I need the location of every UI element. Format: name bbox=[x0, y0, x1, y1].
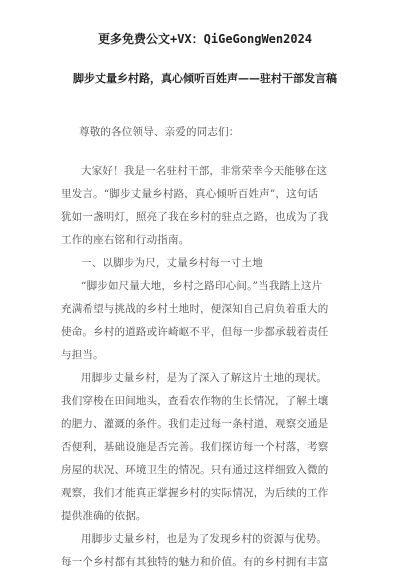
paragraph-line: 使命。乡村的道路或许崎岖不平，但每一步都承载着责任 bbox=[61, 326, 329, 338]
salutation: 尊敬的各位领导、亲爱的同志们： bbox=[79, 126, 240, 138]
paragraph-line: 用脚步丈量乡村，是为了深入了解这片土地的现状。 bbox=[81, 372, 328, 384]
paragraph-line: 我们穿梭在田间地头，查看农作物的生长情况，了解土壤 bbox=[61, 395, 329, 407]
paragraph-line: 观察，我们才能真正掌握乡村的实际情况，为后续的工作 bbox=[61, 487, 329, 499]
paragraph-line: 大家好！我是一名驻村干部，非常荣幸今天能够在这 bbox=[81, 165, 328, 177]
paragraph-line: 里发言。“脚步丈量乡村路，真心倾听百姓声”，这句话 bbox=[61, 188, 319, 200]
paragraph-line: 的肥力、灌溉的条件。我们走过每一条村道，观察交通是 bbox=[61, 418, 329, 430]
paragraph-line: 充满希望与挑战的乡村土地时，便深知自己肩负着重大的 bbox=[61, 303, 329, 315]
promo-header: 更多免费公文+VX：QiGeGongWen2024 bbox=[97, 32, 313, 46]
paragraph-line: 犹如一盏明灯，照亮了我在乡村的驻点之路，也成为了我 bbox=[61, 211, 329, 223]
document-title: 脚步丈量乡村路，真心倾听百姓声——驻村干部发言稿 bbox=[73, 72, 337, 85]
paragraph-line: 房屋的状况、环境卫生的情况。只有通过这样细致入微的 bbox=[61, 464, 329, 476]
paragraph-line: 提供准确的依据。 bbox=[61, 510, 147, 522]
paragraph-line: 每一个乡村都有其独特的魅力和价值。有的乡村拥有丰富 bbox=[61, 556, 329, 568]
document-body bbox=[61, 121, 353, 574]
paragraph-line: 与担当。 bbox=[61, 349, 104, 361]
section-heading: 一、以脚步为尺，丈量乡村每一寸土地 bbox=[81, 257, 263, 269]
paragraph-line: 否便利，基础设施是否完善。我们探访每一个村落，考察 bbox=[61, 441, 329, 453]
paragraph-line: 用脚步丈量乡村，也是为了发现乡村的资源与优势。 bbox=[81, 533, 328, 545]
paragraph-line: 工作的座右铭和行动指南。 bbox=[61, 234, 190, 246]
paragraph-line: “脚步如尺量大地，乡村之路印心间。”当我踏上这片 bbox=[81, 280, 323, 292]
